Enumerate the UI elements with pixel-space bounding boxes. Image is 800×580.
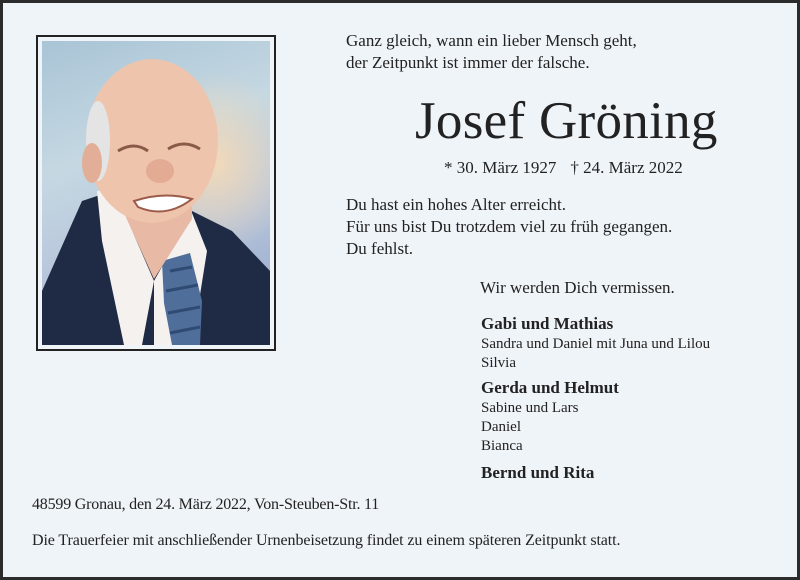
verse-line: Du hast ein hohes Alter erreicht. [346,195,566,214]
life-dates [444,157,683,179]
family-member: Sandra und Daniel mit Juna und Lilou [481,336,711,352]
family-group-head: Gerda und Helmut [481,378,619,397]
deceased-name: Josef Gröning [415,92,718,150]
verse-line: Du fehlst. [346,239,414,258]
family-member: Silvia [481,355,517,371]
birth-date: * 30. März 1927 [444,158,557,177]
quote-line: der Zeitpunkt ist immer der falsche. [346,53,590,72]
quote-line: Ganz gleich, wann ein lieber Mensch geht, [346,31,637,50]
family-member: Sabine und Lars [481,400,579,416]
family-member: Bianca [481,438,523,454]
family-group [481,377,710,456]
address-line: 48599 Gronau, den 24. März 2022, Von-Steuben-Str. 11 [32,496,380,513]
verse-line: Für uns bist Du trotzdem viel zu früh gegangen. [346,217,673,236]
family-group [481,462,710,484]
portrait-photo [42,41,270,345]
family-list [481,313,710,488]
obituary-card [3,3,797,577]
death-date: † 24. März 2022 [570,158,683,177]
family-group [481,313,710,373]
family-group-head: Bernd und Rita [481,463,595,482]
family-group-head: Gabi und Mathias [481,314,614,333]
verse [346,194,672,260]
funeral-notice: Die Trauerfeier mit anschließender Urnenbeisetzung findet zu einem späteren Zeitpunkt statt. [32,532,621,549]
family-member: Daniel [481,419,521,435]
portrait-illustration [42,41,270,345]
missing-line: Wir werden Dich vermissen. [480,278,675,297]
photo-frame [36,35,276,351]
opening-quote [346,30,637,74]
